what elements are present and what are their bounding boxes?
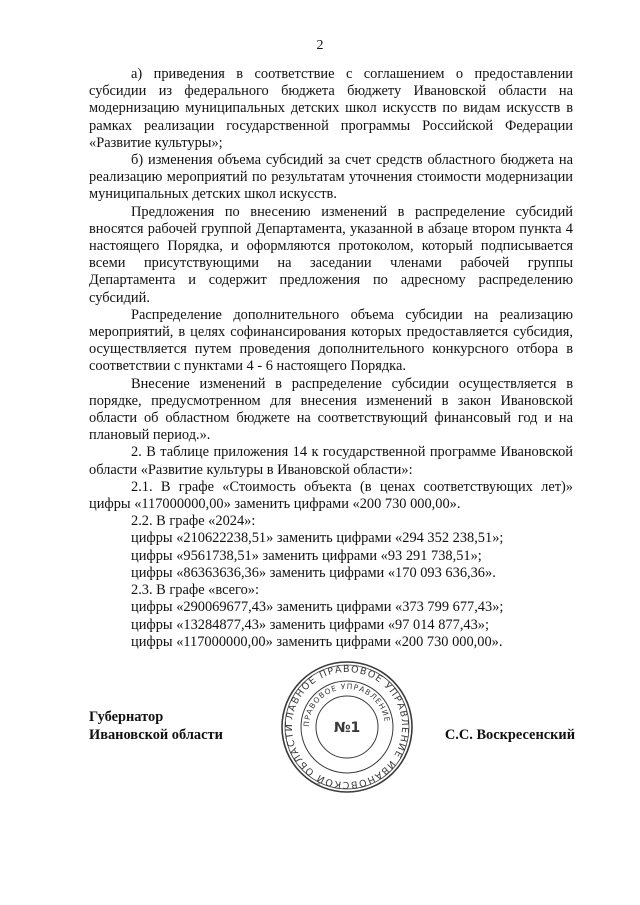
line-total-1: цифры «290069677,43» заменить цифрами «373 799 677,43»; (131, 599, 504, 616)
line-2024-1: цифры «210622238,51» заменить цифрами «294 352 238,51»; (131, 530, 504, 547)
document-body (89, 66, 573, 651)
seal-graphic (280, 660, 414, 794)
seal-outer-text-graphic: ГЛАВНОЕ ПРАВОВОЕ УПРАВЛЕНИЕ ИВАНОВСКОЙ ОБЛАСТИ (283, 663, 411, 791)
signatory-title-line2: Ивановской области (89, 727, 223, 743)
paragraph-distribution: Распределение дополнительного объема субсидии на реализацию мероприятий, в целях софинансирования которых предоставляется субсидия, осуществляется путем проведения дополнительного конкурсного отбора в соответствии с пунктами 4 - 6 настоящего Порядка. (89, 306, 573, 375)
paragraph-changes: Внесение изменений в распределение субсидии осуществляется в порядке, предусмотренном для внесения изменений в закон Ивановской области об областном бюджете на соответствующий финансовый год и на плановый период.». (89, 375, 573, 444)
line-2024-3: цифры «86363636,36» заменить цифрами «170 093 636,36». (131, 564, 496, 581)
official-seal-stamp (280, 660, 414, 794)
line-total-2: цифры «13284877,43» заменить цифрами «97 014 877,43»; (131, 616, 489, 633)
line-item-2-3: 2.3. В графе «всего»: (131, 582, 259, 599)
line-total-3: цифры «117000000,00» заменить цифрами «200 730 000,00». (131, 633, 503, 650)
paragraph-b: б) изменения объема субсидий за счет средств областного бюджета на реализацию мероприятий по результатам уточнения стоимости модернизации муниципальных детских школ искусств. (89, 152, 573, 203)
line-2024-2: цифры «9561738,51» заменить цифрами «93 291 738,51»; (131, 547, 482, 564)
paragraph-proposals: Предложения по внесению изменений в распределение субсидий вносятся рабочей группой Департамента, указанной в абзаце втором пункта 4 настоящего Порядка, и оформляются протоколом, который подписывается всеми присутствующими на заседании членами рабочей группы Департамента и содержит предложения по адресному распределению субсидий. (89, 203, 573, 306)
signatory-name: С.С. Воскресенский (444, 727, 575, 743)
signatory-title (89, 708, 223, 744)
signatory-title-line1: Губернатор (89, 709, 164, 725)
page-number: 2 (316, 38, 324, 53)
paragraph-a: а) приведения в соответствие с соглашением о предоставлении субсидии из федерального бюджета бюджету Ивановской области на модернизацию муниципальных детских школ искусств по видам искусств в рамках реализации государственной программы Российской Федерации «Развитие культуры»; (89, 66, 573, 151)
seal-center-number-graphic: №1 (333, 720, 361, 736)
line-item-2-2: 2.2. В графе «2024»: (131, 513, 256, 530)
paragraph-item-2-1: 2.1. В графе «Стоимость объекта (в ценах соответствующих лет)» цифры «117000000,00» заменить цифрами «200 730 000,00». (89, 478, 573, 513)
seal-inner-text-graphic: ПРАВОВОЕ УПРАВЛЕНИЕ (301, 681, 392, 728)
paragraph-item-2: 2. В таблице приложения 14 к государственной программе Ивановской области «Развитие культуры в Ивановской области»: (89, 444, 573, 478)
